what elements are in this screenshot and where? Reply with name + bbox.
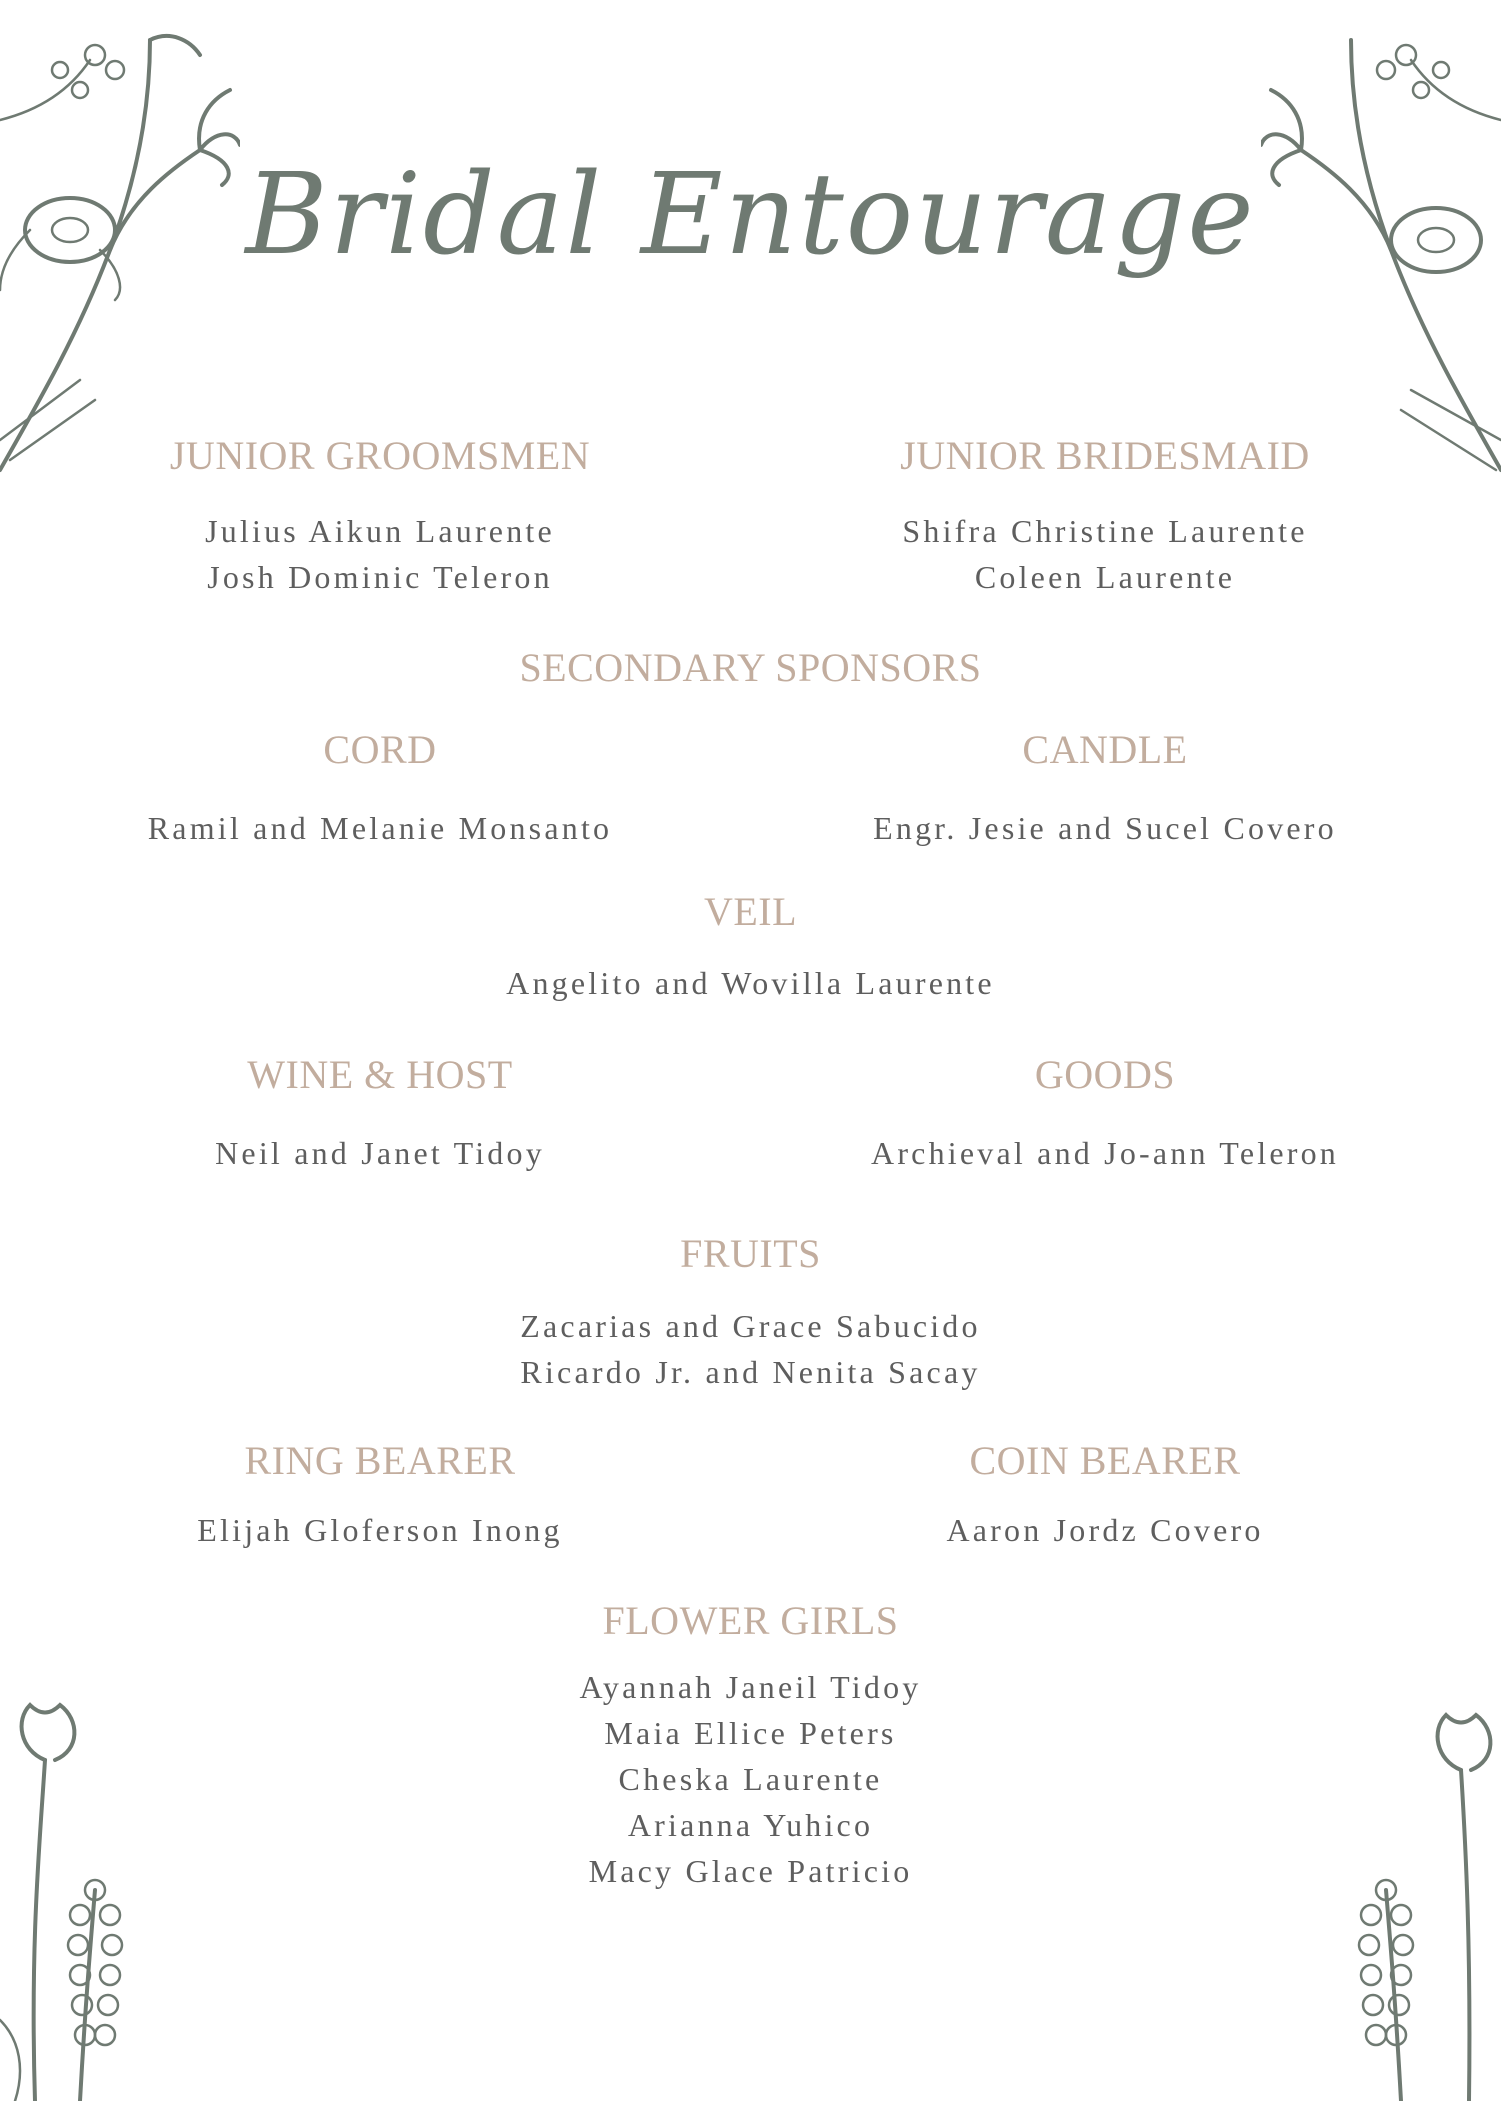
fruits-names xyxy=(300,1303,1201,1395)
name-line: Zacarias and Grace Sabucido xyxy=(520,1308,981,1344)
secondary-sponsors-heading: SECONDARY SPONSORS xyxy=(519,645,982,690)
veil-heading: VEIL xyxy=(703,889,798,934)
name-line: Julius Aikun Laurente xyxy=(205,513,555,549)
junior-bridesmaid-heading: JUNIOR BRIDESMAID xyxy=(900,433,1310,478)
name-line: Aaron Jordz Covero xyxy=(946,1512,1264,1548)
flower-girls-names xyxy=(300,1664,1201,1894)
name-line: Cheska Laurente xyxy=(618,1761,883,1797)
coin-bearer-names xyxy=(800,1507,1410,1553)
name-line: Angelito and Wovilla Laurente xyxy=(506,965,995,1001)
flower-girls-heading: FLOWER GIRLS xyxy=(602,1598,899,1643)
wine-host-heading: WINE & HOST xyxy=(247,1052,513,1097)
candle-names xyxy=(800,805,1410,851)
name-line: Shifra Christine Laurente xyxy=(902,513,1308,549)
name-line: Josh Dominic Teleron xyxy=(207,559,553,595)
junior-groomsmen-heading: JUNIOR GROOMSMEN xyxy=(169,433,591,478)
floral-corner-bottom-left-icon xyxy=(0,1690,150,2101)
wine-host-names xyxy=(80,1130,680,1176)
name-line: Arianna Yuhico xyxy=(627,1807,874,1843)
name-line: Engr. Jesie and Sucel Covero xyxy=(873,810,1337,846)
junior-groomsmen-names xyxy=(80,508,680,600)
name-line: Archieval and Jo-ann Teleron xyxy=(871,1135,1339,1171)
junior-bridesmaid-names xyxy=(800,508,1410,600)
page-title: Bridal Entourage xyxy=(245,150,1256,280)
name-line: Ramil and Melanie Monsanto xyxy=(147,810,613,846)
goods-heading: GOODS xyxy=(1034,1052,1176,1097)
fruits-heading: FRUITS xyxy=(680,1231,821,1276)
name-line: Ayannah Janeil Tidoy xyxy=(579,1669,922,1705)
name-line: Ricardo Jr. and Nenita Sacay xyxy=(520,1354,981,1390)
coin-bearer-heading: COIN BEARER xyxy=(969,1438,1241,1483)
floral-corner-bottom-right-icon xyxy=(1321,1690,1501,2101)
name-line: Maia Ellice Peters xyxy=(604,1715,897,1751)
name-line: Coleen Laurente xyxy=(974,559,1236,595)
cord-names xyxy=(80,805,680,851)
ring-bearer-heading: RING BEARER xyxy=(244,1438,516,1483)
name-line: Macy Glace Patricio xyxy=(588,1853,913,1889)
goods-names xyxy=(800,1130,1410,1176)
candle-heading: CANDLE xyxy=(1022,727,1188,772)
cord-heading: CORD xyxy=(323,727,437,772)
ring-bearer-names xyxy=(80,1507,680,1553)
veil-names xyxy=(300,960,1201,1006)
name-line: Neil and Janet Tidoy xyxy=(215,1135,545,1171)
name-line: Elijah Gloferson Inong xyxy=(197,1512,563,1548)
